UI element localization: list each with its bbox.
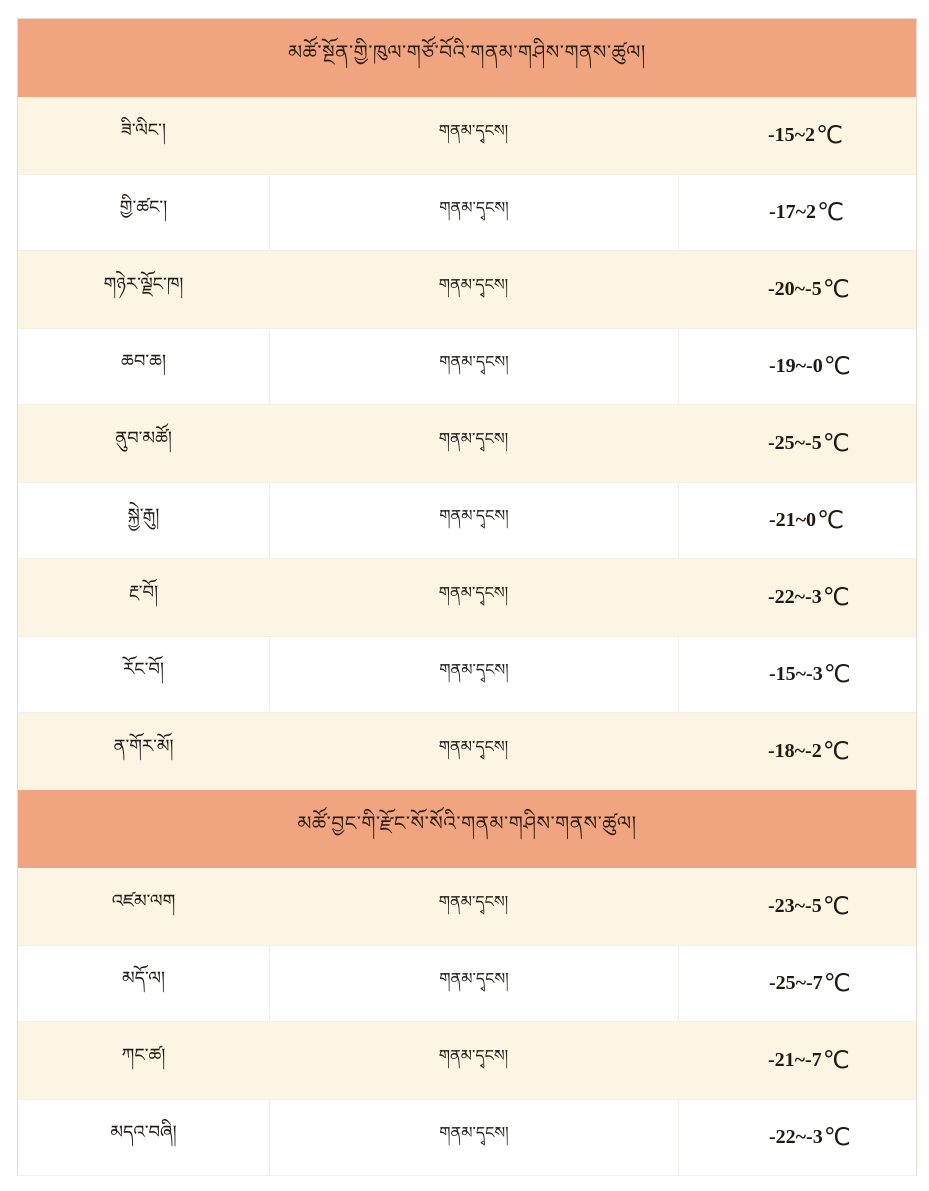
table-row: [18, 97, 916, 174]
celsius-unit: ℃: [822, 431, 850, 457]
table-row: [18, 713, 916, 790]
temperature: [678, 483, 916, 558]
temperature: [678, 946, 916, 1021]
temperature: [678, 1022, 916, 1099]
celsius-unit: ℃: [822, 585, 850, 611]
temperature-range: -20~-5: [768, 278, 822, 300]
temperature: [678, 97, 916, 174]
place-name: གྱི་ཚང་།: [119, 196, 168, 218]
celsius-unit: ℃: [822, 894, 850, 920]
place-name: གཉེར་ལྗོང་ཁ།: [103, 273, 184, 295]
weather-condition: གནམ་དྭངས།: [438, 1046, 509, 1065]
temperature: [678, 251, 916, 328]
celsius-unit: ℃: [817, 508, 845, 534]
table-row: [18, 328, 916, 405]
weather-condition: གནམ་དྭངས།: [269, 329, 678, 404]
temperature: [678, 1100, 916, 1175]
place-name: ཀང་ཚ།: [121, 1044, 166, 1066]
temperature: [678, 559, 916, 636]
place-name: རོང་བོ།: [123, 658, 164, 680]
table-row: [18, 405, 916, 482]
temperature: [678, 713, 916, 790]
weather-condition: གནམ་དྭངས།: [269, 175, 678, 250]
temperature-range: -22~-3: [769, 1126, 823, 1148]
weather-condition: གནམ་དྭངས།: [438, 121, 509, 140]
temperature-range: -21~0: [769, 509, 817, 531]
temperature-range: -22~-3: [768, 586, 822, 608]
celsius-unit: ℃: [822, 277, 850, 303]
section-header-north-counties: མཚོ་བྱང་གི་རྫོང་སོ་སོའི་གནམ་གཤིས་གནས་ཚུལ།: [18, 790, 916, 868]
table-row: [18, 636, 916, 713]
place-name: ཟི་ལིང་།: [121, 119, 166, 141]
table-row: [18, 559, 916, 636]
section-header-qinghai-main: མཚོ་སྔོན་གྱི་ཁུལ་གཙོ་བོའི་གནམ་གཤིས་གནས་ཚུལ།: [18, 19, 916, 97]
weather-condition: གནམ་དྭངས།: [438, 737, 509, 756]
temperature: [678, 637, 916, 712]
place-name: ན་གོར་མོ།: [113, 735, 174, 757]
place-name: ནུབ་མཚོ།: [115, 427, 172, 449]
place-name: འཛམ་ལག: [111, 890, 176, 912]
celsius-unit: ℃: [823, 1125, 851, 1151]
table-row: [18, 1022, 916, 1099]
temperature-range: -15~-3: [769, 663, 823, 685]
temperature-range: -23~-5: [768, 895, 822, 917]
weather-condition: གནམ་དྭངས།: [269, 483, 678, 558]
temperature: [678, 329, 916, 404]
temperature-range: -15~2: [768, 124, 816, 146]
place-name: མདོ་ལ།: [121, 967, 165, 989]
table-row: [18, 251, 916, 328]
celsius-unit: ℃: [817, 200, 845, 226]
weather-condition: གནམ་དྭངས།: [438, 429, 509, 448]
temperature: [678, 175, 916, 250]
place-name: མདའ་བཞི།: [110, 1121, 177, 1143]
weather-condition: གནམ་དྭངས།: [438, 892, 509, 911]
weather-condition: གནམ་དྭངས།: [438, 275, 509, 294]
table-row: [18, 174, 916, 251]
table-row: [18, 945, 916, 1022]
temperature: [678, 405, 916, 482]
table-row: [18, 868, 916, 945]
temperature-range: -21~-7: [768, 1049, 822, 1071]
celsius-unit: ℃: [822, 739, 850, 765]
weather-condition: གནམ་དྭངས།: [269, 637, 678, 712]
table-row: [18, 1099, 916, 1176]
temperature-range: -19~-0: [769, 355, 823, 377]
place-name: རྔ་བོ།: [128, 581, 159, 603]
weather-table: [17, 18, 917, 1176]
celsius-unit: ℃: [816, 123, 844, 149]
temperature-range: -17~2: [769, 201, 817, 223]
temperature-range: -25~-5: [768, 432, 822, 454]
celsius-unit: ℃: [823, 662, 851, 688]
celsius-unit: ℃: [822, 1048, 850, 1074]
temperature-range: -18~-2: [768, 740, 822, 762]
weather-condition: གནམ་དྭངས།: [269, 1100, 678, 1175]
temperature-range: -25~-7: [769, 972, 823, 994]
celsius-unit: ℃: [823, 971, 851, 997]
temperature: [678, 868, 916, 945]
place-name: སྐྱེ་རྒུ།: [127, 504, 160, 526]
place-name: ཆབ་ཆ།: [121, 350, 166, 372]
weather-condition: གནམ་དྭངས།: [269, 946, 678, 1021]
weather-condition: གནམ་དྭངས།: [438, 583, 509, 602]
celsius-unit: ℃: [823, 354, 851, 380]
table-row: [18, 482, 916, 559]
